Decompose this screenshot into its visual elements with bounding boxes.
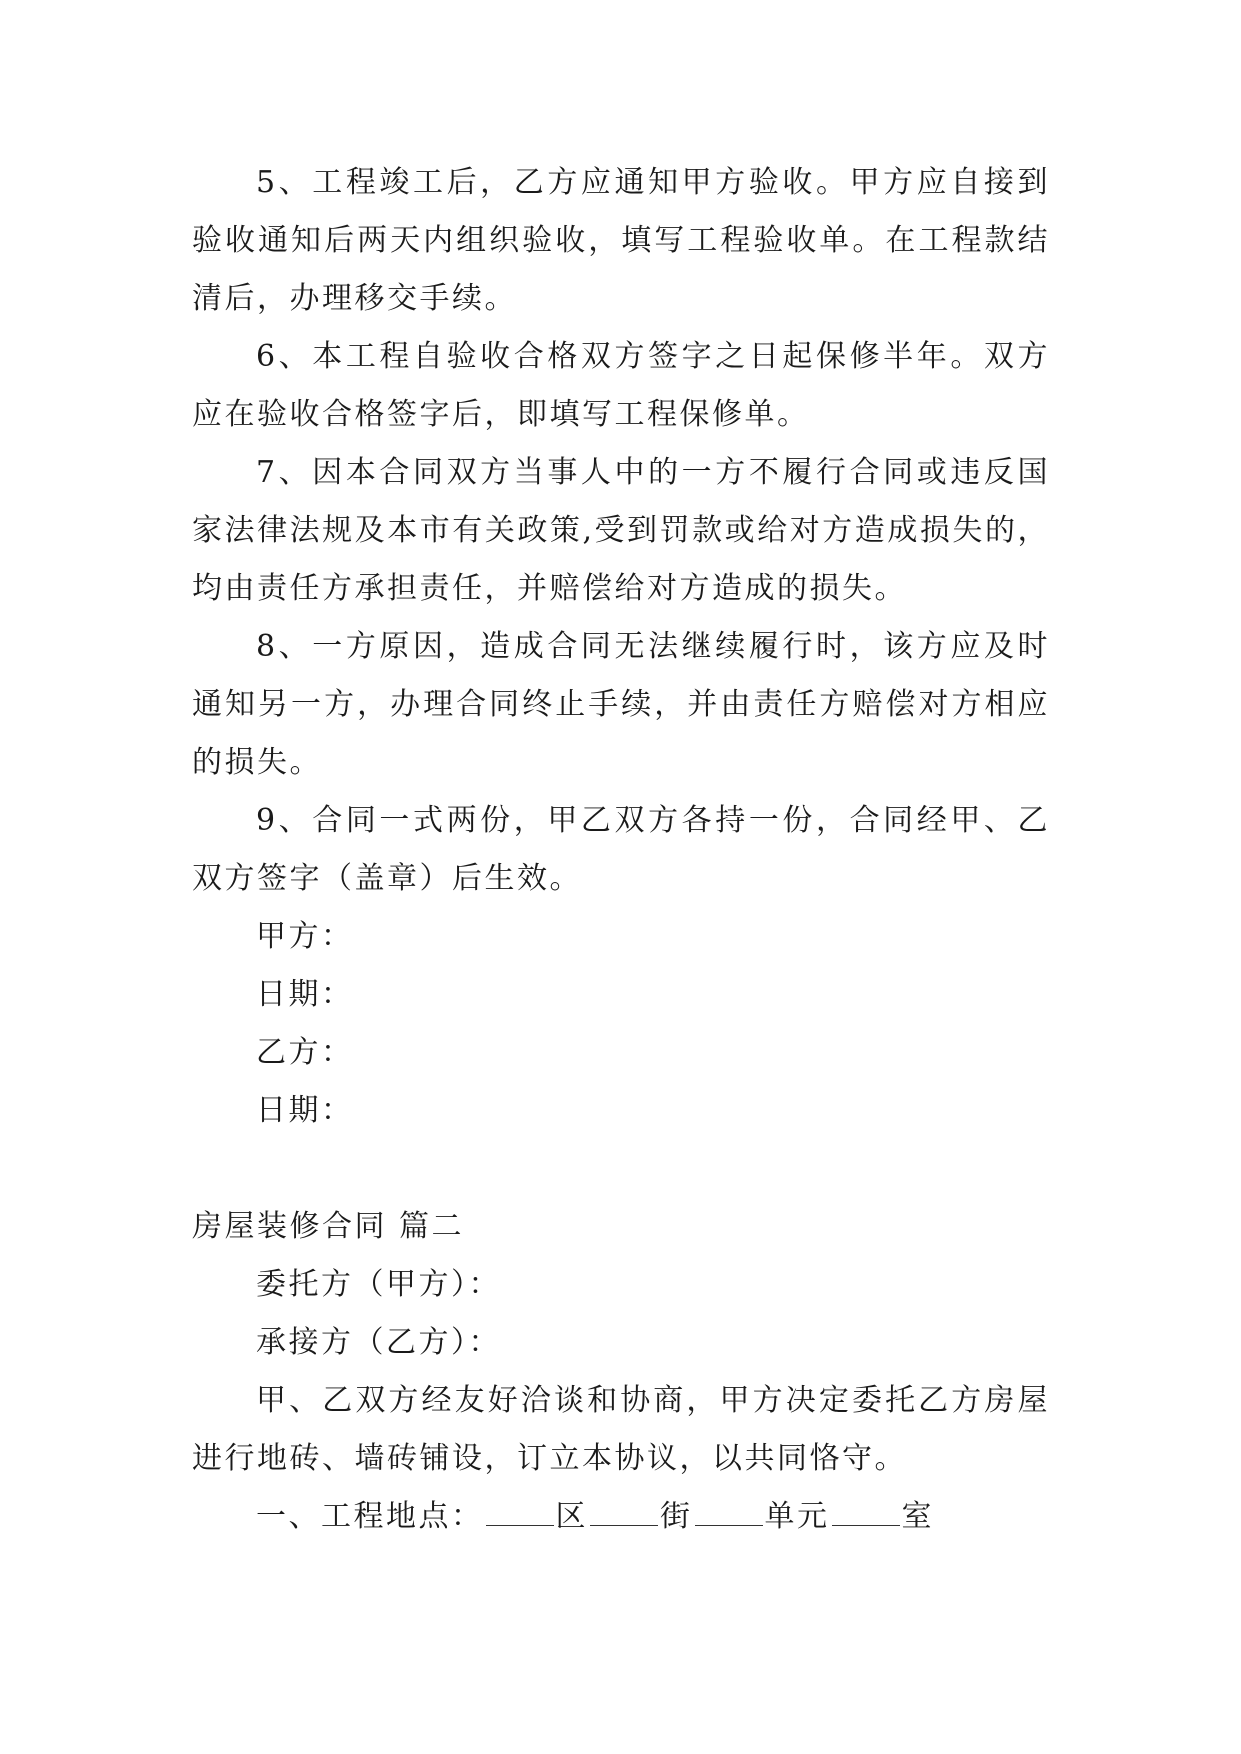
district-label: 区 bbox=[555, 1499, 588, 1534]
party-b-label: 乙方： bbox=[256, 1035, 354, 1070]
clause-7: 7、因本合同双方当事人中的一方不履行合同或违反国家法律法规及本市有关政策,受到罚款或给对方造成损失的，均由责任方承担责任，并赔偿给对方造成的损失。 bbox=[192, 455, 1050, 606]
section-2-title: 房屋装修合同 篇二 bbox=[192, 1209, 465, 1244]
clause-8: 8、一方原因，造成合同无法继续履行时，该方应及时通知另一方，办理合同终止手续，并由责任方赔偿对方相应的损失。 bbox=[192, 629, 1050, 780]
street-label: 街 bbox=[660, 1499, 693, 1534]
unit-blank bbox=[695, 1497, 763, 1526]
document-body bbox=[192, 154, 1050, 1546]
location-prefix: 一、工程地点： bbox=[256, 1499, 484, 1534]
district-blank bbox=[486, 1497, 554, 1526]
party-b-date-label: 日期： bbox=[256, 1093, 354, 1128]
party-a-label: 甲方： bbox=[256, 919, 354, 954]
client-label: 委托方（甲方）： bbox=[256, 1267, 501, 1302]
clause-5: 5、工程竣工后，乙方应通知甲方验收。甲方应自接到验收通知后两天内组织验收，填写工程验收单。在工程款结清后，办理移交手续。 bbox=[192, 165, 1050, 316]
contractor-label: 承接方（乙方）： bbox=[256, 1325, 501, 1360]
unit-label: 单元 bbox=[764, 1499, 830, 1534]
agreement-intro: 甲、乙双方经友好洽谈和协商，甲方决定委托乙方房屋进行地砖、墙砖铺设，订立本协议，以共同恪守。 bbox=[192, 1383, 1050, 1476]
room-label: 室 bbox=[901, 1499, 934, 1534]
street-blank bbox=[590, 1497, 658, 1526]
room-blank bbox=[832, 1497, 900, 1526]
section-spacer bbox=[192, 1140, 1050, 1198]
project-location-line bbox=[192, 1488, 1050, 1546]
clause-6: 6、本工程自验收合格双方签字之日起保修半年。双方应在验收合格签字后，即填写工程保修单。 bbox=[192, 339, 1050, 432]
party-a-date-label: 日期： bbox=[256, 977, 354, 1012]
clause-9: 9、合同一式两份，甲乙双方各持一份，合同经甲、乙双方签字（盖章）后生效。 bbox=[192, 803, 1050, 896]
